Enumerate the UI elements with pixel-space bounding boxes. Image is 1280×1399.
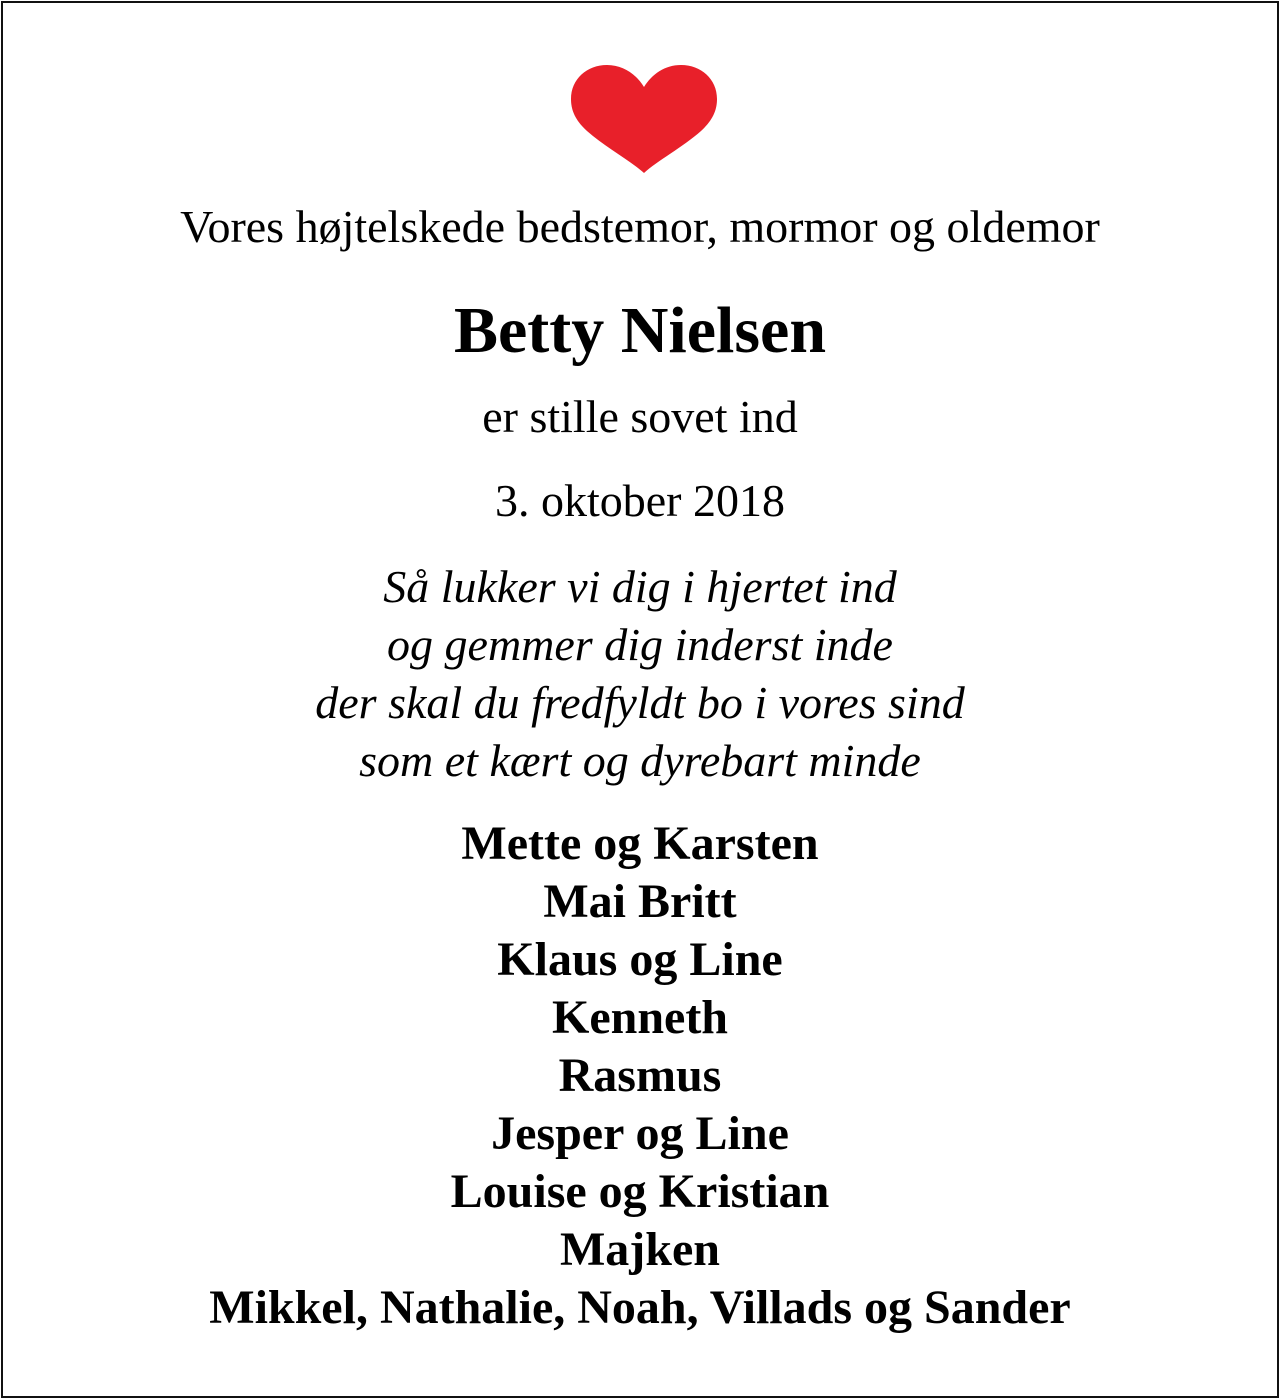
intro-text: Vores højtelskede bedstemor, mormor og oldemor xyxy=(180,201,1100,252)
verse-line: Så lukker vi dig i hjertet ind xyxy=(383,561,897,612)
subtitle-text: er stille sovet ind xyxy=(482,391,798,442)
verse-line: der skal du fredfyldt bo i vores sind xyxy=(315,677,965,728)
family-member: Mai Britt xyxy=(543,875,737,928)
family-member: Louise og Kristian xyxy=(450,1165,830,1218)
deceased-name: Betty Nielsen xyxy=(453,294,827,367)
family-member: Majken xyxy=(560,1223,720,1276)
verse-block xyxy=(3,558,1277,790)
family-member: Mikkel, Nathalie, Noah, Villads og Sander xyxy=(209,1281,1071,1334)
obituary-frame xyxy=(1,1,1279,1398)
date-text: 3. oktober 2018 xyxy=(494,475,785,526)
family-member: Kenneth xyxy=(551,991,728,1044)
family-member: Jesper og Line xyxy=(491,1107,789,1160)
family-member: Klaus og Line xyxy=(497,933,783,986)
family-list xyxy=(3,815,1277,1337)
heart-icon xyxy=(571,65,717,173)
family-member: Rasmus xyxy=(558,1049,722,1102)
verse-line: som et kært og dyrebart minde xyxy=(359,735,921,786)
family-member: Mette og Karsten xyxy=(461,817,819,870)
verse-line: og gemmer dig inderst inde xyxy=(387,619,893,670)
